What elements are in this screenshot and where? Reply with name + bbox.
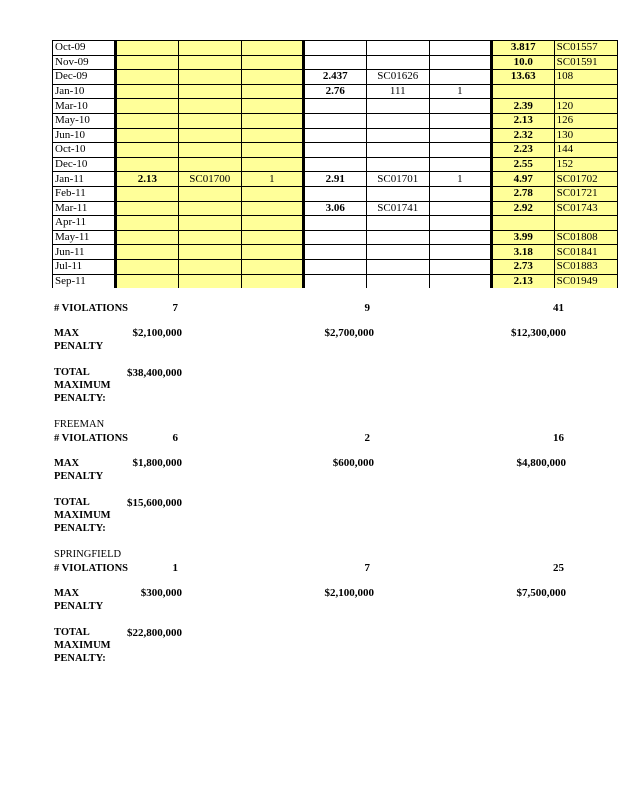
value-cell: 10.0 (491, 55, 554, 70)
value-cell (303, 99, 366, 114)
table-row (53, 84, 618, 99)
penalty-colon-label: PENALTY: (54, 523, 106, 531)
value-cell (116, 99, 179, 114)
value-cell: 4.97 (491, 172, 554, 187)
table-row (53, 41, 618, 56)
count-cell: 1 (241, 172, 303, 187)
count-cell (241, 143, 303, 158)
value-cell: 13.63 (491, 70, 554, 85)
count-cell (241, 55, 303, 70)
total-label: TOTAL (54, 367, 90, 378)
violations-label: # VIOLATIONS (54, 433, 129, 444)
sample-id-cell (554, 84, 617, 99)
sample-id-cell (366, 245, 429, 260)
sample-id-cell (178, 41, 241, 56)
count-cell (241, 113, 303, 128)
table-row (53, 99, 618, 114)
date-cell: Jun-10 (53, 128, 116, 143)
max-penalty-2: $2,700,000 (324, 327, 374, 339)
value-cell (303, 55, 366, 70)
value-cell (116, 201, 179, 216)
count-cell (429, 128, 491, 143)
sample-id-cell: SC01883 (554, 259, 617, 274)
sample-id-cell: SC01949 (554, 274, 617, 288)
violations-count-1: 7 (172, 302, 178, 314)
table-row (53, 230, 618, 245)
table-row (53, 245, 618, 260)
count-cell (429, 216, 491, 231)
violations-count-3: 16 (553, 432, 564, 444)
sample-id-cell: 126 (554, 113, 617, 128)
violations-label: # VIOLATIONS (54, 303, 129, 314)
sample-id-cell (178, 186, 241, 201)
penalty-label: PENALTY (54, 601, 104, 612)
date-cell: Jan-11 (53, 172, 116, 187)
count-cell (429, 113, 491, 128)
table-row (53, 259, 618, 274)
value-cell (116, 230, 179, 245)
violations-count-2: 7 (364, 562, 370, 574)
value-cell: 2.32 (491, 128, 554, 143)
table-row (53, 143, 618, 158)
table-row (53, 70, 618, 85)
value-cell (303, 259, 366, 274)
value-cell (116, 41, 179, 56)
date-cell: May-11 (53, 230, 116, 245)
count-cell (429, 99, 491, 114)
max-penalty-3: $4,800,000 (516, 457, 566, 469)
count-cell (429, 245, 491, 260)
sample-id-cell (366, 186, 429, 201)
sample-id-cell: SC01721 (554, 186, 617, 201)
spreadsheet-table (52, 40, 618, 288)
count-cell (241, 201, 303, 216)
total-max-penalty: $22,800,000 (127, 627, 182, 639)
sample-id-cell: SC01702 (554, 172, 617, 187)
value-cell: 3.06 (303, 201, 366, 216)
count-cell (429, 70, 491, 85)
count-cell (241, 157, 303, 172)
value-cell (116, 186, 179, 201)
total-max-penalty: $38,400,000 (127, 367, 182, 379)
date-cell: Mar-11 (53, 201, 116, 216)
count-cell (429, 201, 491, 216)
penalty-colon-label: PENALTY: (54, 393, 106, 404)
table-row (53, 157, 618, 172)
date-cell: Dec-09 (53, 70, 116, 85)
value-cell: 2.78 (491, 186, 554, 201)
penalty-colon-label: PENALTY: (54, 653, 106, 661)
date-cell: Sep-11 (53, 274, 116, 288)
max-penalty-1: $1,800,000 (132, 457, 182, 469)
count-cell (241, 274, 303, 288)
sample-id-cell: 152 (554, 157, 617, 172)
sample-id-cell: SC01808 (554, 230, 617, 245)
sample-id-cell: SC01743 (554, 201, 617, 216)
table-row (53, 216, 618, 231)
value-cell: 2.39 (491, 99, 554, 114)
count-cell (241, 245, 303, 260)
sample-id-cell: SC01557 (554, 41, 617, 56)
count-cell (241, 259, 303, 274)
count-cell (241, 128, 303, 143)
max-label: MAX (54, 458, 80, 469)
count-cell (241, 186, 303, 201)
value-cell (491, 216, 554, 231)
sample-id-cell (366, 55, 429, 70)
maximum-label: MAXIMUM (54, 510, 111, 521)
maximum-label: MAXIMUM (54, 640, 111, 651)
penalty-label: PENALTY (54, 341, 104, 352)
value-cell: 2.13 (491, 113, 554, 128)
sample-id-cell (366, 128, 429, 143)
penalty-colon-clip (54, 652, 134, 661)
max-label: MAX (54, 328, 80, 339)
value-cell: 2.76 (303, 84, 366, 99)
total-max-penalty: $15,600,000 (127, 497, 182, 509)
violations-count-1: 1 (172, 562, 178, 574)
maximum-label: MAXIMUM (54, 380, 111, 391)
date-cell: Oct-09 (53, 41, 116, 56)
count-cell (429, 186, 491, 201)
violations-label: # VIOLATIONS (54, 563, 129, 574)
count-cell (241, 216, 303, 231)
sample-id-cell (366, 230, 429, 245)
value-cell (116, 274, 179, 288)
date-cell: Jul-11 (53, 259, 116, 274)
count-cell (429, 230, 491, 245)
sample-id-cell: SC01841 (554, 245, 617, 260)
value-cell (303, 113, 366, 128)
date-cell: Feb-11 (53, 186, 116, 201)
count-cell (241, 70, 303, 85)
value-cell (303, 230, 366, 245)
total-label: TOTAL (54, 627, 90, 638)
value-cell: 2.91 (303, 172, 366, 187)
violations-count-2: 9 (364, 302, 370, 314)
value-cell (303, 216, 366, 231)
value-cell: 2.73 (491, 259, 554, 274)
date-cell: Dec-10 (53, 157, 116, 172)
sample-id-cell (178, 274, 241, 288)
sample-id-cell (366, 157, 429, 172)
value-cell: 2.23 (491, 143, 554, 158)
date-cell: May-10 (53, 113, 116, 128)
count-cell (241, 84, 303, 99)
sample-id-cell (178, 99, 241, 114)
max-penalty-1: $2,100,000 (132, 327, 182, 339)
section-title-springfield: SPRINGFIELD (54, 549, 122, 560)
sample-id-cell (178, 128, 241, 143)
value-cell (116, 245, 179, 260)
table-row (53, 172, 618, 187)
sample-id-cell: 120 (554, 99, 617, 114)
value-cell (303, 41, 366, 56)
date-cell: Jun-11 (53, 245, 116, 260)
table-row (53, 55, 618, 70)
sample-id-cell (178, 84, 241, 99)
sample-id-cell (366, 41, 429, 56)
value-cell: 2.13 (116, 172, 179, 187)
sample-id-cell (178, 230, 241, 245)
section-title-freeman: FREEMAN (54, 419, 105, 430)
date-cell: Nov-09 (53, 55, 116, 70)
sample-id-cell (178, 216, 241, 231)
date-cell: Mar-10 (53, 99, 116, 114)
value-cell: 3.817 (491, 41, 554, 56)
sample-id-cell: 130 (554, 128, 617, 143)
max-penalty-2: $2,100,000 (324, 587, 374, 599)
total-label: TOTAL (54, 497, 90, 508)
sample-id-cell (178, 70, 241, 85)
violations-count-1: 6 (172, 432, 178, 444)
sample-id-cell (366, 274, 429, 288)
value-cell (116, 70, 179, 85)
date-cell: Jan-10 (53, 84, 116, 99)
sample-id-cell (178, 55, 241, 70)
value-cell (303, 157, 366, 172)
count-cell (429, 157, 491, 172)
table-row (53, 274, 618, 288)
value-cell (116, 55, 179, 70)
value-cell (116, 113, 179, 128)
value-cell (303, 274, 366, 288)
value-cell: 2.92 (491, 201, 554, 216)
sample-id-cell: SC01626 (366, 70, 429, 85)
value-cell: 2.13 (491, 274, 554, 288)
penalty-colon-clip (54, 522, 134, 531)
count-cell (429, 41, 491, 56)
max-penalty-2: $600,000 (332, 457, 374, 469)
count-cell (241, 41, 303, 56)
max-penalty-1: $300,000 (140, 587, 182, 599)
sample-id-cell (178, 259, 241, 274)
value-cell (303, 245, 366, 260)
count-cell: 1 (429, 84, 491, 99)
value-cell (116, 216, 179, 231)
sample-id-cell (366, 216, 429, 231)
sample-id-cell (366, 99, 429, 114)
sample-id-cell: 108 (554, 70, 617, 85)
sample-id-cell (178, 143, 241, 158)
value-cell: 3.18 (491, 245, 554, 260)
value-cell (491, 84, 554, 99)
table-row (53, 128, 618, 143)
value-cell (116, 259, 179, 274)
penalty-label: PENALTY (54, 471, 104, 482)
table-row (53, 186, 618, 201)
sample-id-cell (178, 113, 241, 128)
sample-id-cell (178, 245, 241, 260)
sample-id-cell (366, 259, 429, 274)
value-cell (303, 186, 366, 201)
sample-id-cell: SC01700 (178, 172, 241, 187)
sample-id-cell: 144 (554, 143, 617, 158)
value-cell (116, 128, 179, 143)
value-cell (116, 143, 179, 158)
sampling-results-table (52, 40, 618, 288)
value-cell: 2.437 (303, 70, 366, 85)
sample-id-cell (178, 157, 241, 172)
sample-id-cell: 111 (366, 84, 429, 99)
sample-id-cell: SC01701 (366, 172, 429, 187)
sample-id-cell (554, 216, 617, 231)
value-cell (116, 157, 179, 172)
count-cell: 1 (429, 172, 491, 187)
violations-count-3: 41 (553, 302, 564, 314)
sample-id-cell (178, 201, 241, 216)
value-cell (116, 84, 179, 99)
count-cell (429, 143, 491, 158)
max-label: MAX (54, 588, 80, 599)
value-cell: 3.99 (491, 230, 554, 245)
count-cell (241, 99, 303, 114)
max-penalty-3: $7,500,000 (516, 587, 566, 599)
count-cell (429, 274, 491, 288)
date-cell: Oct-10 (53, 143, 116, 158)
table-row (53, 113, 618, 128)
sample-id-cell: SC01741 (366, 201, 429, 216)
value-cell: 2.55 (491, 157, 554, 172)
count-cell (429, 55, 491, 70)
sample-id-cell (366, 113, 429, 128)
value-cell (303, 143, 366, 158)
violations-count-2: 2 (364, 432, 370, 444)
sample-id-cell (366, 143, 429, 158)
table-row (53, 201, 618, 216)
count-cell (429, 259, 491, 274)
count-cell (241, 230, 303, 245)
max-penalty-3: $12,300,000 (511, 327, 566, 339)
value-cell (303, 128, 366, 143)
sample-id-cell: SC01591 (554, 55, 617, 70)
violations-count-3: 25 (553, 562, 564, 574)
date-cell: Apr-11 (53, 216, 116, 231)
